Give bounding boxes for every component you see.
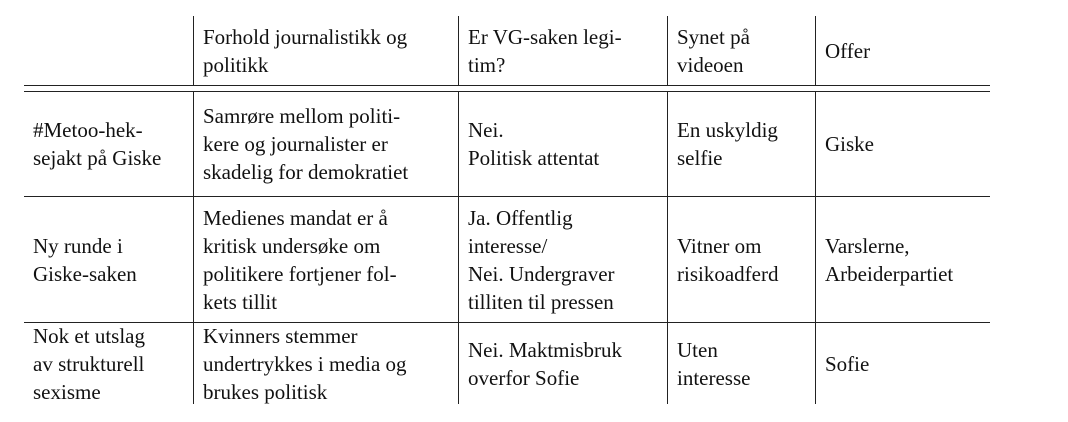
row-label-cell: Nok et utslag av strukturell sexisme xyxy=(33,323,145,404)
table-cell: Uten interesse xyxy=(667,323,815,404)
header-cell-vg-legitimate: Er VG-saken legi- tim? xyxy=(458,16,667,86)
table-row xyxy=(24,323,990,404)
table-cell: Ja. Offentlig interesse/ Nei. Undergraver tilliten til pressen xyxy=(458,196,667,323)
row-label-cell: Ny runde i Giske-saken xyxy=(33,233,137,286)
header-cell-victim: Offer xyxy=(815,16,990,86)
row-label-cell: #Metoo-hek- sejakt på Giske xyxy=(33,118,162,170)
header-cell-journalism-politics: Forhold journalistikk og politikk xyxy=(193,16,458,86)
header-double-rule-upper xyxy=(24,85,990,86)
table-cell: Sofie xyxy=(815,323,990,404)
table-row xyxy=(24,196,990,323)
document-table-frame xyxy=(24,16,990,404)
table-cell: Samrøre mellom politi- kere og journalister er skadelig for demokratiet xyxy=(193,92,458,196)
table-header-row xyxy=(24,16,990,86)
table-row xyxy=(24,92,990,196)
table-cell: Medienes mandat er å kritisk undersøke om politikere fortjener fol- kets tillit xyxy=(193,196,458,323)
table-cell: Nei. Maktmisbruk overfor Sofie xyxy=(458,323,667,404)
table-cell: Giske xyxy=(815,92,990,196)
table-cell: Kvinners stemmer undertrykkes i media og brukes politisk xyxy=(193,323,458,404)
header-cell-empty xyxy=(24,16,193,86)
table-cell: En uskyldig selfie xyxy=(667,92,815,196)
table-cell: Vitner om risikoadferd xyxy=(667,196,815,323)
comparison-table xyxy=(24,16,990,404)
table-cell: Varslerne, Arbeiderpartiet xyxy=(815,196,990,323)
table-cell: Nei. Politisk attentat xyxy=(458,92,667,196)
header-cell-video-view: Synet på videoen xyxy=(667,16,815,86)
